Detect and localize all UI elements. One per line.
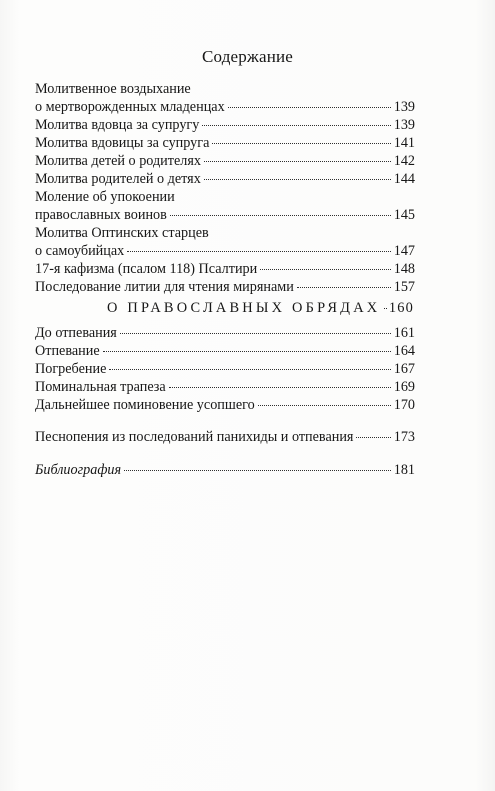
leader-dots bbox=[204, 161, 391, 162]
leader-dots bbox=[228, 107, 391, 108]
page-number: 167 bbox=[393, 361, 415, 377]
leader-dots bbox=[258, 405, 391, 406]
toc-entry-title-line: Моление об упокоении bbox=[35, 189, 175, 205]
toc-entry-title: Молитва детей о родителях bbox=[35, 153, 201, 169]
toc-entry-title: Дальнейшее поминовение усопшего bbox=[35, 397, 255, 413]
page-number: 169 bbox=[393, 379, 415, 395]
page-number: 160 bbox=[388, 300, 414, 316]
leader-dots bbox=[169, 387, 391, 388]
toc-entry-title-line: о мертворожденных младенцах bbox=[35, 99, 225, 115]
toc-section-two bbox=[35, 324, 415, 414]
toc-entry bbox=[35, 80, 415, 116]
page-number: 173 bbox=[393, 429, 415, 445]
toc-entry-final-line bbox=[35, 206, 415, 224]
leader-dots bbox=[103, 351, 391, 352]
leader-dots bbox=[260, 269, 390, 270]
toc-entry-final-line bbox=[35, 98, 415, 116]
page-number: 181 bbox=[393, 462, 415, 478]
toc-entry bbox=[35, 461, 415, 479]
major-section-entry bbox=[107, 300, 414, 317]
toc-entry bbox=[35, 170, 415, 188]
contents-title: Содержание bbox=[201, 47, 294, 66]
leader-dots bbox=[356, 437, 390, 438]
page-number: 170 bbox=[393, 397, 415, 413]
toc-entry bbox=[35, 134, 415, 152]
toc-entry bbox=[35, 260, 415, 278]
page-number: 145 bbox=[393, 207, 415, 223]
leader-dots bbox=[120, 333, 391, 334]
toc-entry bbox=[35, 360, 415, 378]
toc-entry-title-line: Молитвенное воздыхание bbox=[35, 81, 191, 97]
toc-entry-title: Отпевание bbox=[35, 343, 100, 359]
toc-entry-title: До отпевания bbox=[35, 325, 117, 341]
leader-dots bbox=[127, 251, 390, 252]
page-number: 147 bbox=[393, 243, 415, 259]
toc-entry bbox=[35, 324, 415, 342]
leader-dots bbox=[297, 287, 391, 288]
leader-dots bbox=[202, 125, 390, 126]
toc-entry bbox=[35, 378, 415, 396]
page-number: 142 bbox=[393, 153, 415, 169]
page-number: 164 bbox=[393, 343, 415, 359]
leader-dots bbox=[109, 369, 390, 370]
toc-entry-title-line: православных воинов bbox=[35, 207, 167, 223]
major-section-title: О ПРАВОСЛАВНЫХ ОБРЯДАХ bbox=[107, 300, 381, 316]
page-number: 157 bbox=[393, 279, 415, 295]
toc-entry-title-line: о самоубийцах bbox=[35, 243, 125, 259]
toc-entry bbox=[35, 428, 415, 446]
toc-entry bbox=[35, 152, 415, 170]
toc-entry bbox=[35, 278, 415, 296]
toc-entry-title: Песнопения из последований панихиды и отпевания bbox=[35, 429, 354, 445]
toc-entry-title: Погребение bbox=[35, 361, 107, 377]
toc-entry-title: Молитва родителей о детях bbox=[35, 171, 201, 187]
page-number: 139 bbox=[393, 99, 415, 115]
toc-entry-title: Последование литии для чтения мирянами bbox=[35, 279, 294, 295]
leader-dots bbox=[124, 470, 391, 471]
leader-dots bbox=[212, 143, 390, 144]
toc-section-three bbox=[35, 428, 415, 446]
page-number: 161 bbox=[393, 325, 415, 341]
toc-section-four bbox=[35, 461, 415, 479]
leader-dots bbox=[384, 308, 386, 309]
toc-entry-title-line: Молитва Оптинских старцев bbox=[35, 225, 209, 241]
toc-entry bbox=[35, 396, 415, 414]
toc-entry bbox=[35, 224, 415, 260]
page-number: 141 bbox=[393, 135, 415, 151]
toc-entry bbox=[35, 342, 415, 360]
toc-entry-title: Поминальная трапеза bbox=[35, 379, 166, 395]
toc-entry-final-line bbox=[35, 242, 415, 260]
toc-entry-title: Молитва вдовца за супругу bbox=[35, 117, 200, 133]
toc-entry-title: Молитва вдовицы за супруга bbox=[35, 135, 210, 151]
toc-entry bbox=[35, 188, 415, 224]
toc-entry-title: Библиография bbox=[35, 462, 122, 478]
leader-dots bbox=[170, 215, 391, 216]
toc-entry-title: 17-я кафизма (псалом 118) Псалтири bbox=[35, 261, 258, 277]
toc-entry bbox=[35, 116, 415, 134]
toc-section-one bbox=[35, 80, 415, 296]
leader-dots bbox=[204, 179, 391, 180]
page-number: 144 bbox=[393, 171, 415, 187]
page-number: 139 bbox=[393, 117, 415, 133]
page-number: 148 bbox=[393, 261, 415, 277]
